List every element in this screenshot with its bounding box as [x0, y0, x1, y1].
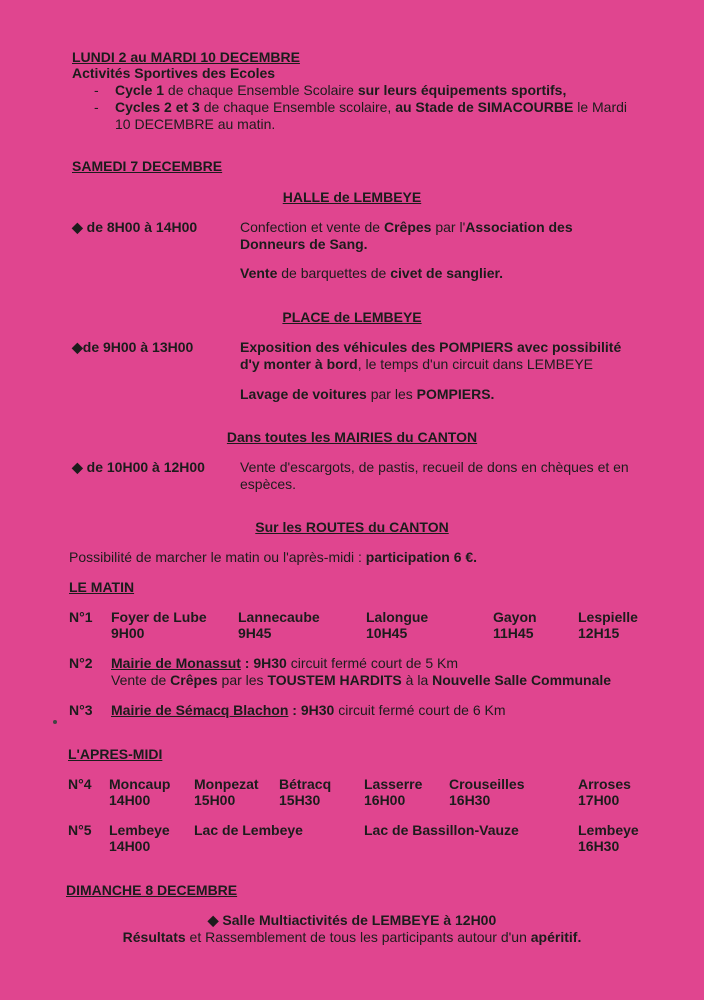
stop-place: Foyer de Lube [111, 609, 207, 625]
stop-time: 12H15 [578, 625, 620, 641]
bullet-dash: - [94, 82, 99, 98]
place-line1: Exposition des véhicules des POMPIERS avec possibilité [240, 339, 622, 355]
crepes-text: Crêpes [170, 672, 218, 688]
text: par les [217, 672, 268, 688]
stop-time: 14H00 [109, 792, 151, 808]
vente-text: Vente [240, 265, 278, 281]
text: , le temps d'un circuit dans LEMBEYE [357, 356, 594, 372]
cycle23-location: au Stade de SIMACOURBE [395, 99, 574, 115]
n3-place: Mairie de Sémacq Blachon [111, 702, 289, 718]
stop-place: Lac de Lembeye [194, 822, 303, 838]
text: à la [401, 672, 433, 688]
stop-place: Arroses [578, 776, 631, 792]
text: par les [366, 386, 417, 402]
stop-time: 16H30 [449, 792, 491, 808]
mairies-line1: Vente d'escargots, de pastis, recueil de dons en chèques et en [240, 459, 629, 475]
salle-text: Nouvelle Salle Communale [432, 672, 612, 688]
cycle23-line [115, 99, 627, 115]
routes-intro [69, 549, 477, 565]
stop-time: 16H00 [364, 792, 406, 808]
route-number: N°3 [69, 702, 93, 718]
text: par l' [431, 219, 466, 235]
stop-place: Bétracq [279, 776, 332, 792]
section-title-samedi: SAMEDI 7 DECEMBRE [72, 158, 223, 174]
route-number: N°5 [68, 822, 92, 838]
cycle23-text: de chaque Ensemble scolaire, [199, 99, 396, 115]
heading-place: PLACE de LEMBEYE [282, 309, 422, 325]
participation-text: participation 6 €. [365, 549, 478, 565]
stop-place: Monpezat [194, 776, 259, 792]
n3-desc: circuit fermé court de 6 Km [334, 702, 506, 718]
aperitif-text: apéritif. [530, 929, 582, 945]
mairies-time: ◆ de 10H00 à 12H00 [72, 459, 205, 475]
dimanche-line1: ◆ Salle Multiactivités de LEMBEYE à 12H00 [207, 912, 497, 928]
mairies-line2: espèces. [240, 476, 297, 492]
stop-time: 10H45 [366, 625, 408, 641]
text: Vente de [111, 672, 171, 688]
stop-place: Lespielle [578, 609, 638, 625]
subtitle-activites-sportives: Activités Sportives des Ecoles [72, 65, 276, 81]
cycle1-location: sur leurs équipements sportifs, [357, 82, 567, 98]
cycle23-line2: 10 DECEMBRE au matin. [115, 116, 276, 132]
cycle23-day: le Mardi [573, 99, 628, 115]
lavage-text: Lavage de voitures [240, 386, 367, 402]
stop-time: 14H00 [109, 838, 151, 854]
route-number: N°1 [69, 609, 93, 625]
resultats-text: Résultats [122, 929, 186, 945]
n2-time: : 9H30 [240, 655, 287, 671]
stop-time: 9H45 [238, 625, 272, 641]
stop-place: Lac de Bassillon-Vauze [364, 822, 519, 838]
stop-place: Lannecaube [238, 609, 320, 625]
stop-time: 16H30 [578, 838, 620, 854]
section-title-dimanche: DIMANCHE 8 DECEMBRE [66, 882, 238, 898]
halle-line1 [240, 219, 573, 235]
n3-time: : 9H30 [288, 702, 335, 718]
cycle1-label: Cycle 1 [115, 82, 165, 98]
stop-place: Lembeye [109, 822, 170, 838]
text: de barquettes de [277, 265, 391, 281]
civet-text: civet de sanglier. [390, 265, 504, 281]
heading-mairies: Dans toutes les MAIRIES du CANTON [226, 429, 478, 445]
stop-time: 15H00 [194, 792, 236, 808]
monter-text: d'y monter à bord [240, 356, 358, 372]
stop-place: Lembeye [578, 822, 639, 838]
place-time: ◆de 9H00 à 13H00 [72, 339, 194, 355]
stop-time: 17H00 [578, 792, 620, 808]
stop-time: 9H00 [111, 625, 145, 641]
dimanche-line2 [0, 929, 704, 945]
route-number: N°4 [68, 776, 92, 792]
stop-place: Lalongue [366, 609, 429, 625]
pompiers-text: POMPIERS. [416, 386, 495, 402]
section-title-matin: LE MATIN [69, 579, 135, 595]
crepes-text: Crêpes [384, 219, 432, 235]
association-text: Association des [465, 219, 573, 235]
cycle1-text: de chaque Ensemble Scolaire [164, 82, 358, 98]
place-line3 [240, 386, 494, 402]
n2-desc: circuit fermé court de 5 Km [286, 655, 459, 671]
halle-line3 [240, 265, 503, 281]
n3-line1 [111, 702, 506, 718]
toustem-text: TOUSTEM HARDITS [267, 672, 402, 688]
cycle1-line [115, 82, 566, 98]
bullet-dash: - [94, 99, 99, 115]
stop-place: Lasserre [364, 776, 423, 792]
n2-place: Mairie de Monassut [111, 655, 241, 671]
route-number: N°2 [69, 655, 93, 671]
stop-time: 11H45 [493, 625, 534, 641]
cycle23-label: Cycles 2 et 3 [115, 99, 200, 115]
halle-time: ◆ de 8H00 à 14H00 [72, 219, 198, 235]
stop-place: Moncaup [109, 776, 171, 792]
section-title-lundi: LUNDI 2 au MARDI 10 DECEMBRE [72, 49, 300, 65]
section-title-apres-midi: L'APRES-MIDI [68, 746, 163, 762]
stop-place: Gayon [493, 609, 537, 625]
n2-line2 [111, 672, 611, 688]
n2-line1 [111, 655, 458, 671]
halle-line2: Donneurs de Sang. [240, 236, 368, 252]
heading-routes: Sur les ROUTES du CANTON [255, 519, 449, 535]
heading-halle: HALLE de LEMBEYE [282, 189, 422, 205]
text: Possibilité de marcher le matin ou l'après-midi : [69, 549, 366, 565]
stop-place: Crouseilles [449, 776, 525, 792]
stop-time: 15H30 [279, 792, 321, 808]
stray-dot [53, 720, 57, 724]
text: et Rassemblement de tous les participants autour d'un [185, 929, 531, 945]
text: Confection et vente de [240, 219, 384, 235]
place-line2 [240, 356, 593, 372]
